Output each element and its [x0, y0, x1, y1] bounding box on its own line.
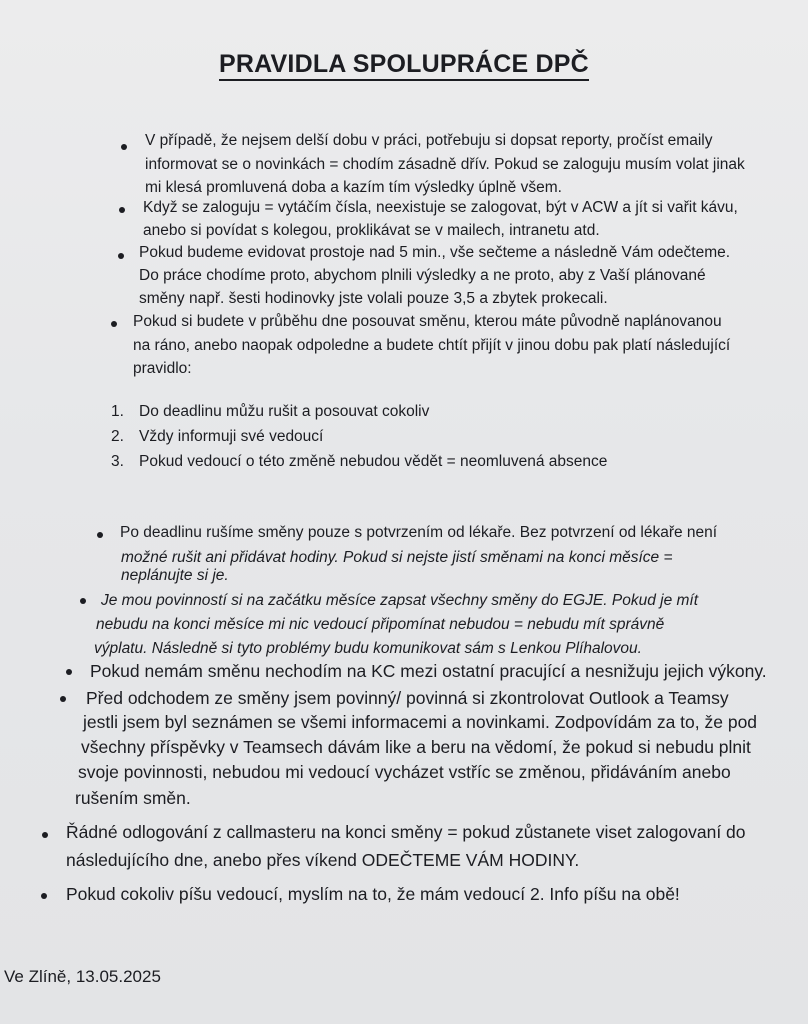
rule-8-line-4: svoje povinnosti, nebudou mi vedoucí vycházet vstříc se změnou, přidáváním anebo [78, 762, 731, 782]
rule-2-line-2: anebo si povídat s kolegou, proklikávat se v mailech, intranetu atd. [143, 222, 600, 239]
bullet-icon [97, 532, 103, 538]
rule-8-line-3: všechny příspěvky v Teamsech dávám like a beru na vědomí, že pokud si nebudu plnit [81, 737, 751, 757]
list-item-text: Pokud vedoucí o této změně nebudou vědět = neomluvená absence [139, 453, 608, 470]
bullet-icon [41, 893, 47, 899]
rule-5-line-3: neplánujte si je. [121, 567, 229, 584]
rule-4-line-1: Pokud si budete v průběhu dne posouvat směnu, kterou máte původně naplánovanou [133, 313, 722, 330]
list-number: 3. [111, 453, 124, 470]
place-date: Ve Zlíně, 13.05.2025 [4, 967, 161, 986]
list-number: 1. [111, 403, 124, 420]
rule-3-line-1: Pokud budeme evidovat prostoje nad 5 min., vše sečteme a následně Vám odečteme. [139, 244, 731, 261]
rule-6-line-2: nebudu na konci měsíce mi nic vedoucí připomínat nebudou = nebudu mít správně [96, 616, 665, 633]
rule-3-line-2: Do práce chodíme proto, abychom plnili výsledky a ne proto, aby z Vaší plánované [139, 267, 706, 284]
rule-1-line-2: informovat se o novinkách = chodím zásadně dřív. Pokud se zaloguju musím volat jinak [145, 156, 745, 173]
rule-5-line-1: Po deadlinu rušíme směny pouze s potvrzením od lékaře. Bez potvrzení od lékaře není [120, 524, 718, 541]
rule-9-line-1: Řádné odlogování z callmasteru na konci směny = pokud zůstanete viset zalogovaní do [66, 822, 746, 842]
bullet-icon [42, 832, 48, 838]
rule-4-line-2: na ráno, anebo naopak odpoledne a budete chtít přijít v jinou dobu pak platí následující [133, 337, 731, 354]
rule-8-line-1: Před odchodem ze směny jsem povinný/ povinná si zkontrolovat Outlook a Teamsy [86, 688, 729, 708]
rule-5-line-2: možné rušit ani přidávat hodiny. Pokud si nejste jistí směnami na konci měsíce = [121, 549, 673, 566]
bullet-icon [119, 207, 125, 213]
page-title: PRAVIDLA SPOLUPRÁCE DPČ [0, 50, 808, 79]
rule-6-line-1: Je mou povinností si na začátku měsíce zapsat všechny směny do EGJE. Pokud je mít [101, 592, 699, 609]
rule-10-line-1: Pokud cokoliv píšu vedoucí, myslím na to, že mám vedoucí 2. Info píšu na obě! [66, 884, 680, 904]
rule-4-line-3: pravidlo: [133, 360, 192, 377]
rule-6-line-3: výplatu. Následně si tyto problémy budu komunikovat sám s Lenkou Plíhalovou. [94, 640, 642, 657]
bullet-icon [121, 144, 127, 150]
bullet-icon [118, 253, 124, 259]
rule-8-line-5: rušením směn. [75, 788, 191, 808]
bullet-icon [60, 696, 66, 702]
list-number: 2. [111, 428, 124, 445]
rule-9-line-2: následujícího dne, anebo přes víkend ODEČTEME VÁM HODINY. [66, 850, 580, 870]
rule-8-line-2: jestli jsem byl seznámen se všemi informacemi a novinkami. Zodpovídám za to, že pod [83, 712, 758, 732]
list-item-text: Vždy informuji své vedoucí [139, 428, 324, 445]
list-item-text: Do deadlinu můžu rušit a posouvat cokoliv [139, 403, 430, 420]
rule-7-line-1: Pokud nemám směnu nechodím na KC mezi ostatní pracující a nesnižuju jejich výkony. [90, 661, 767, 681]
rule-1-line-1: V případě, že nejsem delší dobu v práci, potřebuju si dopsat reporty, pročíst emaily [145, 132, 713, 149]
rule-3-line-3: směny např. šesti hodinovky jste volali pouze 3,5 a zbytek prokecali. [139, 290, 608, 307]
rule-2-line-1: Když se zaloguju = vytáčím čísla, neexistuje se zalogovat, být v ACW a jít si vařit kávu, [143, 199, 738, 216]
bullet-icon [111, 321, 117, 327]
bullet-icon [80, 598, 86, 604]
bullet-icon [66, 669, 72, 675]
rule-1-line-3: mi klesá promluvená doba a kazím tím výsledky úplně všem. [145, 179, 562, 196]
